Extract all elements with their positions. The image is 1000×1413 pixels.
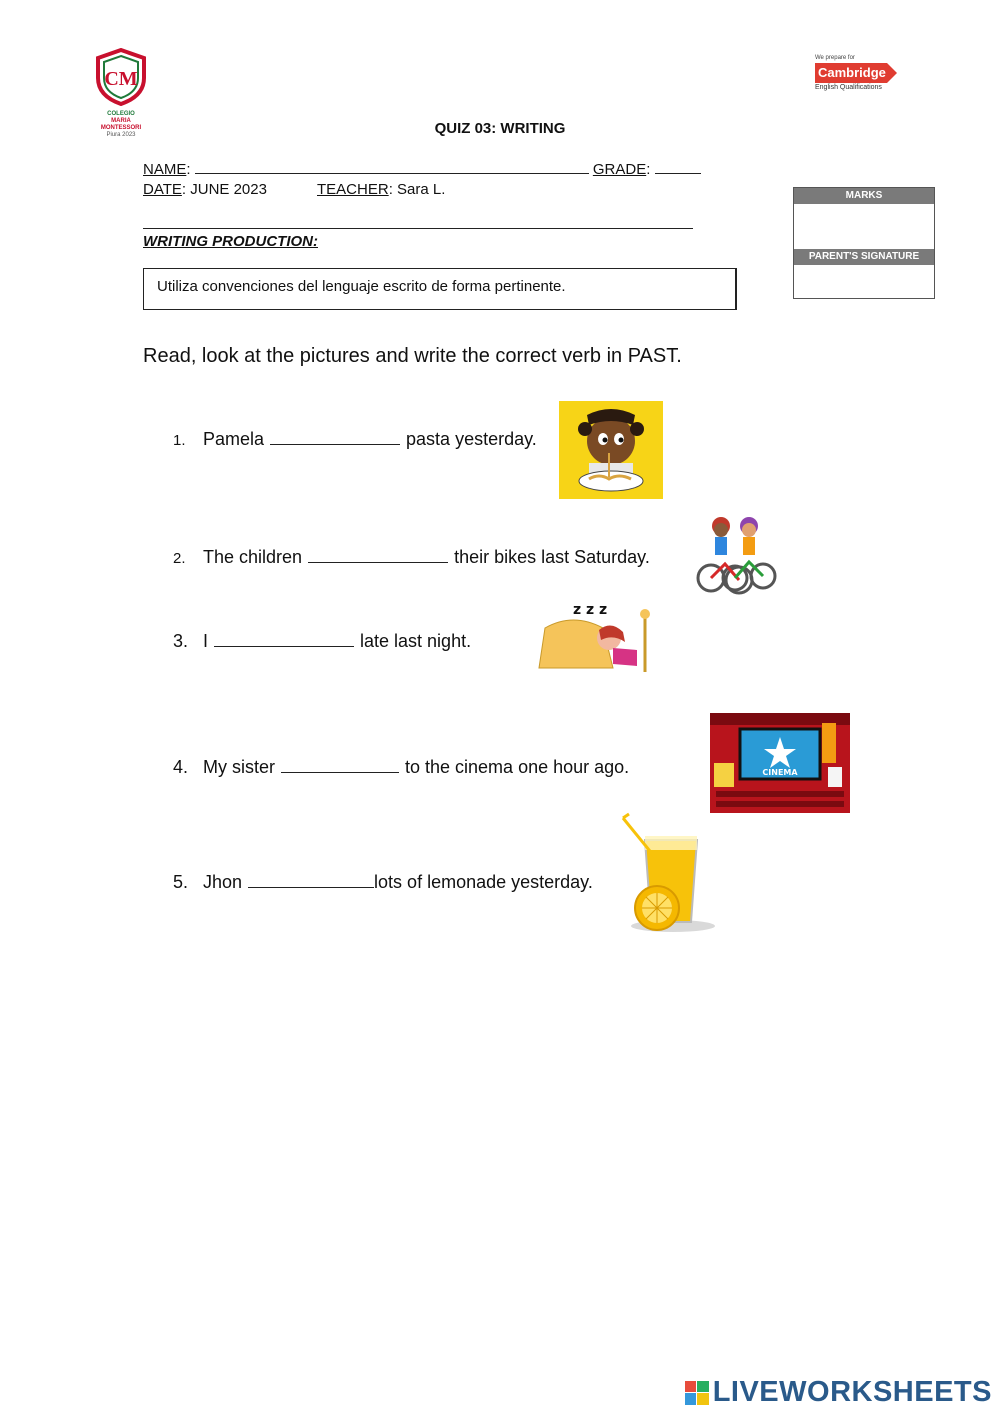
school-logo <box>92 48 150 138</box>
school-logo-line1: COLEGIO <box>107 111 135 117</box>
question-after: pasta yesterday. <box>406 429 537 449</box>
liveworksheets-icon <box>685 1381 709 1405</box>
question-number: 5. <box>173 872 189 892</box>
svg-text:CINEMA: CINEMA <box>762 768 798 777</box>
question-number: 4. <box>173 757 189 777</box>
name-field[interactable] <box>195 159 589 174</box>
marks-field[interactable] <box>794 204 934 249</box>
girl-eating-pasta-image <box>559 401 663 499</box>
grade-field[interactable] <box>655 159 701 174</box>
criteria-text: Utiliza convenciones del lenguaje escrito de forma pertinente. <box>157 278 566 295</box>
question-after: to the cinema one hour ago. <box>405 757 630 777</box>
question-5 <box>173 871 593 893</box>
question-before: My sister <box>203 757 275 777</box>
shield-icon <box>92 48 150 106</box>
marks-label: MARKS <box>794 188 934 204</box>
question-after: their bikes last Saturday. <box>454 547 650 567</box>
cambridge-name: Cambridge <box>818 65 886 80</box>
school-logo-line2: MARIA <box>111 118 131 124</box>
separator-line <box>143 228 693 229</box>
liveworksheets-logo <box>685 1376 992 1409</box>
date-value: : JUNE 2023 <box>181 181 267 198</box>
lemonade-glass-image <box>617 812 717 936</box>
school-logo-line3: MONTESSORI <box>100 125 142 131</box>
svg-text:z z z: z z z <box>573 602 608 618</box>
svg-text:CM: CM <box>104 68 138 90</box>
date-row <box>143 181 267 198</box>
cinema-image <box>710 713 850 813</box>
question-2 <box>173 546 650 568</box>
section-heading: WRITING PRODUCTION: <box>143 233 318 250</box>
question-after: late last night. <box>360 631 472 651</box>
question-number: 3. <box>173 631 189 651</box>
school-logo-line4: Piura 2023 <box>106 132 136 138</box>
answer-field-2[interactable] <box>308 546 448 563</box>
girl-sleeping-image <box>533 598 657 676</box>
grade-label: GRADE <box>592 161 647 178</box>
question-before: I <box>203 631 209 651</box>
answer-field-3[interactable] <box>214 630 354 647</box>
liveworksheets-brand: LIVEWORKSHEETS <box>712 1376 992 1408</box>
question-4 <box>173 756 629 778</box>
question-after: lots of lemonade yesterday. <box>374 872 593 892</box>
question-before: Pamela <box>203 429 265 449</box>
teacher-row <box>317 181 445 198</box>
answer-field-1[interactable] <box>270 428 400 445</box>
question-before: Jhon <box>203 872 243 892</box>
question-3 <box>173 630 471 652</box>
answer-field-4[interactable] <box>281 756 399 773</box>
answer-field-5[interactable] <box>248 871 374 888</box>
teacher-label: TEACHER <box>317 181 389 198</box>
question-number: 2. <box>173 550 186 567</box>
teacher-value: : Sara L. <box>388 181 446 198</box>
name-label: NAME <box>143 161 187 178</box>
cambridge-tagline: We prepare for <box>815 55 855 61</box>
name-row: NAME: GRADE: <box>143 159 701 178</box>
marks-box <box>793 187 935 299</box>
question-number: 1. <box>173 432 186 449</box>
page-title: QUIZ 03: WRITING <box>434 120 566 137</box>
cambridge-logo <box>815 55 905 91</box>
children-riding-bikes-image <box>695 508 777 598</box>
signature-field[interactable] <box>794 265 934 298</box>
date-label: DATE <box>143 181 182 198</box>
signature-label: PARENT'S SIGNATURE <box>794 249 934 265</box>
criteria-box <box>143 268 737 310</box>
cambridge-sub: English Qualifications <box>815 84 882 91</box>
instructions: Read, look at the pictures and write the correct verb in PAST. <box>143 345 682 367</box>
question-before: The children <box>203 547 303 567</box>
question-1 <box>173 428 537 450</box>
